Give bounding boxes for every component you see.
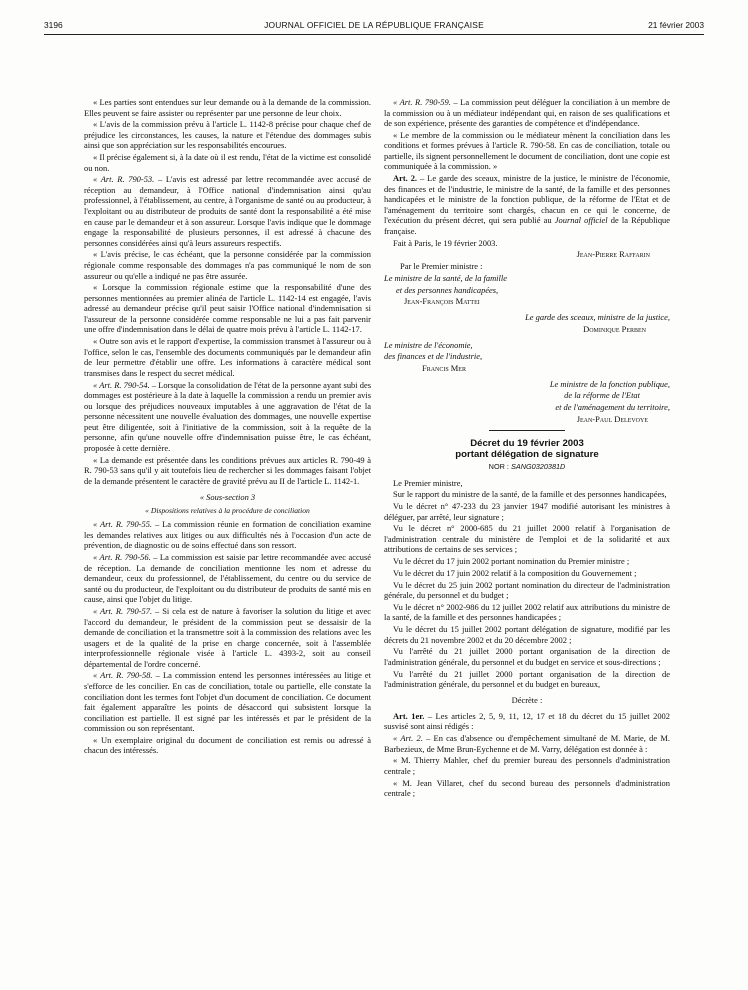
article-ref: « Art. R. 790-55. — [93, 519, 153, 530]
ministre-fonction-publique-line1 — [384, 379, 670, 390]
ministre-sante-line2 — [384, 285, 670, 296]
signature-mer: Francis Mer — [422, 363, 466, 374]
paragraph: « La demande est présentée dans les conditions prévues aux articles R. 790-49 à R. 790-53 sans qu'il y ait toutefois lieu de rechercher si les dommages faisant l'objet de la demande présentent le caractère de gravité prévu au II de l'article L. 1142-1. — [84, 454, 371, 486]
article-r790-57 — [84, 606, 371, 669]
left-column — [84, 97, 371, 757]
ministre-fonction-publique-line2 — [384, 390, 640, 401]
article-text: – L'avis est adressé par lettre recommandée avec accusé de réception au demandeur, à l'Office national d'indemnisation ainsi qu'au professionnel, à l'établissement, au centre, à l'organisme de santé ou au producteur, à l'exploitant ou au distributeur de produits de santé dont la responsabilité a été mise en cause par le demandeur et à son assureur. Lorsque l'avis indique que le dommage engage la responsabilité de plusieurs personnes, il est adressé à chacune des personnes considérées ainsi qu'à leurs assureurs respectifs. — [84, 174, 372, 248]
article-text: – La commission entend les personnes intéressées au litige et s'efforce de les concilier. En cas de conciliation, totale ou partielle, elle constate la conciliation dont les termes font l'objet d'un document de conciliation. Ce document fait également apparaître les points de désaccord qui subsistent lorsque la conciliation est partielle. Il est signé par les intéressés et par le président de la commission ou son représentant. — [84, 670, 372, 734]
garde-des-sceaux-text: Le garde des sceaux, ministre de la justice, — [525, 312, 670, 323]
right-column — [384, 97, 670, 800]
delegation-item: « M. Thierry Mahler, chef du premier bureau des personnels d'administration centrale ; — [384, 755, 670, 776]
nor-label: NOR : — [488, 461, 511, 471]
page-number: 3196 — [44, 20, 63, 30]
article-2-modified — [384, 733, 670, 754]
garde-des-sceaux — [384, 312, 670, 323]
ministre-economie-line2 — [384, 351, 670, 362]
article-r790-56 — [84, 552, 371, 605]
visa: Vu l'arrêté du 21 juillet 2000 portant organisation de la direction de l'administration générale, du personnel et du budget en service et sous-directions ; — [384, 646, 670, 667]
visa: Vu le décret du 17 juin 2002 portant nomination du Premier ministre ; — [393, 556, 630, 567]
visa: Vu le décret n° 2002-986 du 12 juillet 2002 relatif aux attributions du ministre de la santé, de la famille et des personnes handicapées ; — [384, 601, 670, 623]
ministre-fp-text: Le ministre de la fonction publique, — [549, 378, 670, 389]
ministre-sante-text: Le ministre de la santé, de la famille — [384, 272, 507, 283]
ministre-economie-text: des finances et de l'industrie, — [384, 351, 483, 362]
article-text-end: de la République française. — [384, 215, 670, 236]
article-ref: « Art. 2. — [393, 732, 423, 743]
signature-perben: Dominique Perben — [583, 323, 646, 334]
article-ref: « Art. R. 790-57. — [93, 605, 153, 616]
ministre-fonction-publique-line3 — [384, 402, 670, 413]
visa: Vu le décret n° 2000-685 du 21 juillet 2000 relatif à l'organisation de l'administration centrale du ministère de l'emploi et de la solidarité et aux attributions de certains de ses services ; — [384, 523, 670, 555]
fait-a-paris: Fait à Paris, le 19 février 2003. — [393, 237, 498, 248]
ministre-sante-line1 — [384, 273, 670, 284]
visa: Vu l'arrêté du 21 juillet 2000 portant organisation de la direction de l'administration générale, du personnel et du budget en bureaux, — [384, 668, 670, 690]
paragraph: « Il précise également si, à la date où il est rendu, l'état de la victime est consolidé ou non. — [84, 152, 371, 173]
delegation-item: « M. Jean Villaret, chef du second bureau des personnels d'administration centrale ; — [384, 777, 670, 799]
article-text: – La commission est saisie par lettre recommandée avec accusé de réception. La demande de conciliation mentionne les nom et adresse du demandeur, ceux du professionnel, de l'établissement, du centre ou du service de santé ou du producteur, de l'exploitant ou du distributeur de produits de santé mis en cause, ainsi que l'objet du litige. — [84, 552, 371, 605]
article-ref: « Art. R. 790-53. — [93, 174, 155, 185]
subsection-title-text: « Sous-section 3 — [199, 492, 256, 503]
journal-title: JOURNAL OFFICIEL DE LA RÉPUBLIQUE FRANÇAISE — [264, 20, 484, 30]
ministre-fp-text: et de l'aménagement du territoire, — [555, 402, 670, 413]
subsection-subtitle-text: « Dispositions relatives à la procédure de conciliation — [145, 505, 310, 515]
signature-delevoye: Jean-Paul Delevoye — [576, 413, 648, 424]
article-r790-54 — [84, 380, 371, 454]
article-r790-58 — [84, 670, 371, 733]
visa: Vu le décret n° 47-233 du 23 janvier 1947 modifié autorisant les ministres à déléguer, par arrêté, leur signature ; — [384, 500, 670, 522]
decrete: Décrète : — [511, 694, 543, 705]
article-ref: « Art. R. 790-58. — [93, 670, 153, 681]
paragraph: « Les parties sont entendues sur leur demande ou à la demande de la commission. Elles peuvent se faire assister ou représenter par une personne de leur choix. — [84, 97, 371, 118]
article-text: – La commission réunie en formation de conciliation examine les demandes relatives aux litiges ou aux difficultés nés à l'occasion d'un acte de prévention, de diagnostic ou de soins effectué dans son ressort. — [84, 519, 372, 551]
article-ref: « Art. R. 790-56. — [93, 552, 151, 563]
decret-title-line1: Décret du 19 février 2003 — [470, 437, 584, 449]
nor-reference — [384, 461, 670, 472]
subsection-subtitle — [84, 506, 371, 517]
visa: Vu le décret du 25 juin 2002 portant nomination du directeur de l'administration générale, du personnel et du budget ; — [384, 579, 670, 601]
visa: Vu le décret du 15 juillet 2002 portant délégation de signature, modifié par les décrets du 21 novembre 2002 et du 20 décembre 2002 ; — [384, 624, 670, 645]
article-label: Art. 2. — [393, 173, 418, 184]
article-text: – Si cela est de nature à favoriser la solution du litige et avec l'accord du demandeur, le président de la commission peut se dessaisir de la demande de conciliation et la transmettre soit à la commission des relations avec les usagers et de la qualité de la prise en charge concernée, soit à l'assemblée interprofessionnelle régionale visée à l'article L. 4393-2, soit au conseil départemental de l'ordre concerné. — [84, 605, 371, 669]
decret-title-line2: portant délégation de signature — [455, 449, 599, 460]
signature-raffarin: Jean-Pierre Raffarin — [576, 249, 650, 260]
journal-officiel-ref: Journal officiel — [554, 215, 608, 226]
running-header — [44, 20, 704, 35]
article-ref: « Art. R. 790-59. — [393, 97, 451, 107]
article-text: – En cas d'absence ou d'empêchement simultané de M. Marie, de M. Barbezieux, de Mme Brun-Eychenne et de M. Varry, délégation est donnée à : — [384, 732, 670, 754]
article-text: – Lorsque la consolidation de l'état de la personne ayant subi des dommages est postérieure à la date à laquelle la commission a rendu un premier avis ou lorsque des préjudices nouveaux imputables à une aggravation de l'état de la personne nécessitent une nouvelle évaluation des dommages, une nouvelle expertise peut être diligentée, soit à l'initiative de la commission, soit à la requête de la personne, afin qu'une nouvelle offre d'indemnisation puisse être, le cas échéant, proposée à cette dernière. — [84, 379, 371, 453]
article-text: – La commission peut déléguer la conciliation à un membre de la commission ou à un médiateur indépendant qui, en raison de ses qualifications et de son expérience, présente des garanties de compétence et d'indépendance. — [384, 97, 670, 129]
paragraph: « L'avis de la commission prévu à l'article L. 1142-8 précise pour chaque chef de préjudice les circonstances, les causes, la nature et l'étendue des dommages subis ainsi que son appréciation sur les responsabilités encourues. — [84, 119, 371, 151]
ministre-sante-text: et des personnes handicapées, — [396, 284, 499, 295]
article-2 — [384, 173, 670, 236]
article-r790-59 — [384, 97, 670, 129]
par-premier-ministre: Par le Premier ministre : — [400, 261, 483, 272]
paragraph: « Outre son avis et le rapport d'expertise, la commission transmet à l'assureur ou à l'office, selon le cas, l'ensemble des documents communiqués par le demandeur afin de leur permettre d'établir une offre. Les informations à caractère médical sont transmises dans le respect du secret médical. — [84, 336, 371, 378]
ministre-fp-text: de la réforme de l'Etat — [564, 390, 640, 401]
article-text: – Les articles 2, 5, 9, 11, 12, 17 et 18 du décret du 15 juillet 2002 susvisé sont ainsi rédigés : — [384, 710, 670, 732]
issue-date: 21 février 2003 — [648, 20, 704, 30]
paragraph: « Un exemplaire original du document de conciliation est remis ou adressé à chacun des intéressés. — [84, 734, 371, 756]
article-r790-53 — [84, 174, 371, 248]
separator-rule — [489, 430, 565, 431]
paragraph: « Lorsque la commission régionale estime que la responsabilité d'une des personnes mentionnées au premier alinéa de l'article L. 1142-14 est engagée, l'avis adressé au demandeur précise qu'il peut saisir l'Office national d'indemnisation si l'assureur de la personne considérée comme responsable ne lui a pas fait parvenir une offre d'indemnisation dans le délai de quatre mois prévu à l'article L. 1142-17. — [84, 282, 371, 335]
article-ref: « Art. R. 790-54. — [93, 379, 150, 390]
premier-ministre: Le Premier ministre, — [393, 477, 463, 488]
article-r790-55 — [84, 519, 371, 551]
article-1 — [384, 711, 670, 732]
paragraph: « Le membre de la commission ou le médiateur mènent la conciliation dans les conditions et formes prévues à l'article R. 790-58. En cas de conciliation, totale ou partielle, ils signent personnellement le document de conciliation, dont une copie est communiquée à la commission. » — [384, 129, 670, 172]
article-label: Art. 1er. — [393, 710, 425, 721]
visa: Vu le décret du 17 juin 2002 relatif à la composition du Gouvernement ; — [393, 567, 637, 578]
article-text: – Le garde des sceaux, ministre de la justice, le ministre de l'économie, des finances et de l'industrie, le ministre de la santé, de la famille et des personnes handicapées et le ministre de la fonction publique, de la réforme de l'Etat et de l'aménagement du territoire sont chargés, chacun en ce qui le concerne, de l'exécution du présent décret, qui sera publié au — [384, 173, 670, 226]
paragraph: « L'avis précise, le cas échéant, que la personne considérée par la commission régionale comme responsable des dommages n'a pas communiqué le nom de son assureur ou qu'elle a indiqué ne pas être assurée. — [84, 249, 371, 281]
nor-code: SANG0320381D — [510, 461, 566, 471]
visa: Sur le rapport du ministre de la santé, de la famille et des personnes handicapées, — [393, 489, 667, 500]
ministre-economie-line1 — [384, 340, 670, 351]
ministre-economie-text: Le ministre de l'économie, — [384, 339, 473, 350]
subsection-title — [84, 492, 371, 503]
signature-mattei: Jean-François Mattei — [404, 296, 480, 307]
